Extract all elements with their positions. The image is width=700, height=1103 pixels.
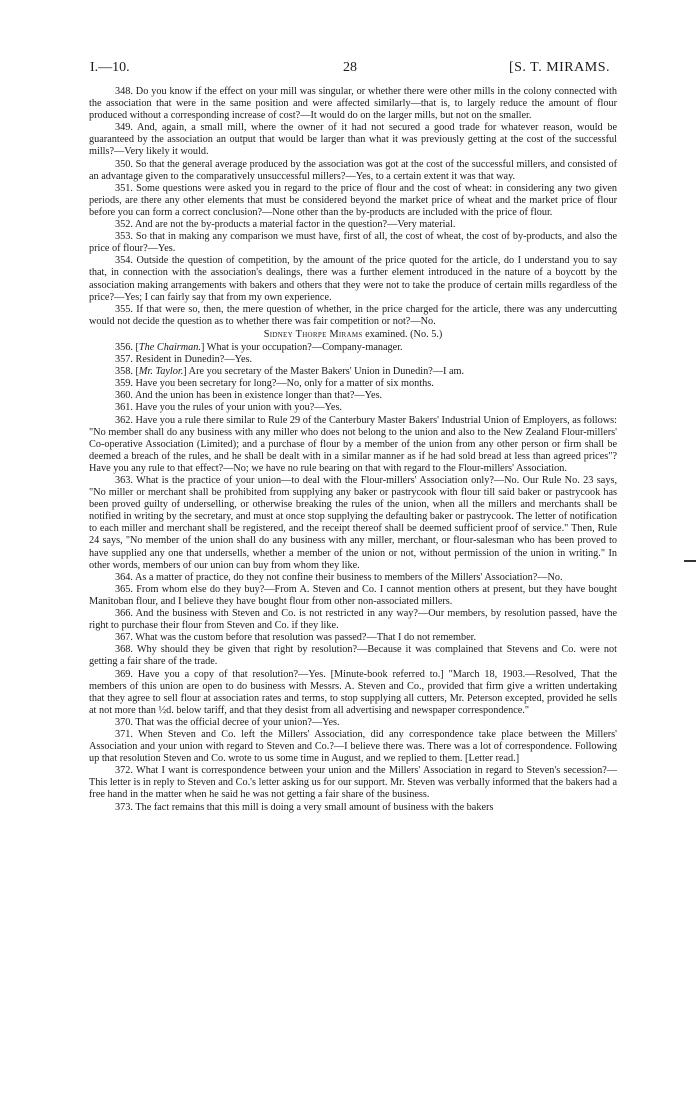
witness-name: [S. T. MIRAMS. [508,60,610,75]
question-number: 365. [115,583,137,595]
paragraph-361 [89,402,617,414]
question-number: 364. [115,571,135,583]
paragraph-365 [89,584,617,608]
examination-note: examined. (No. 5.) [362,328,443,340]
paragraph-356 [89,342,617,354]
question-number: 363. [115,475,137,486]
paragraph-371 [89,729,617,765]
question-text: As a matter of practice, do they not confine their business to members of the Millers' Association?—No. [134,571,563,583]
question-text: Have you the rules of your union with you?—Yes. [135,402,342,414]
paragraph-373 [89,802,617,814]
question-number: 357. [115,354,136,366]
page-number: 28 [343,60,357,75]
paragraph-368 [89,644,617,668]
question-text: And the union has been in existence longer than that?—Yes. [134,390,383,402]
question-number: 361. [115,402,136,414]
paragraph-350: 350. So that the general average produced by the association was got at the cost of the successful millers, and consisted of an advantage given to the comparatively unsuccessful millers?—Yes, to a certain extent it was that way. [89,158,617,182]
question-number: 373. [115,801,136,813]
bracket: [ [135,366,139,378]
question-text: ] Are you secretary of the Master Bakers' Union in Dunedin?—I am. [183,366,465,378]
paragraph-354: 354. Outside the question of competition, by the amount of the price quoted for the article, do I understand you to say that, in connection with the association's dealings, there was a further element introduced in the nature of a boycott by the association making arrangements with bakers and others that they were not to take the produce of certain mills regardless of the price?—Yes; I can fairly say that from my own experience. [89,255,617,303]
question-number: 369. [115,668,138,680]
page-body [89,86,617,814]
paragraph-360 [89,390,617,402]
paragraph-369 [89,669,617,717]
paragraph-370 [89,717,617,729]
paragraph-367 [89,632,617,644]
speaker: The Chairman. [138,341,201,353]
document-reference: I.—10. [90,60,130,75]
paragraph-362 [89,415,617,475]
speaker: Mr. Taylor. [138,366,184,378]
paragraph-351: 351. Some questions were asked you in regard to the price of flour and the cost of wheat: in considering any two given periods, are there any other elements that must be considered beyond the market price of wheat and the market price of flour before you can form a correct conclusion?—None other than the by-products are included with the price of flour. [89,182,617,218]
question-number: 358. [115,366,136,378]
question-number: 371. [115,728,139,740]
paragraph-352: 352. And are not the by-products a material factor in the question?—Very material. [115,219,456,231]
paragraph-372 [89,765,617,801]
question-text: Have you a rule there similar to Rule 29 of the Canterbury Master Bakers' Industrial Union of Employers, as follows: "No member shall do any business with any miller who does not belong to the union and also to the New Zealand Flour-millers' Co-operative Association (Limited); and a purchase of flour by a member of the union from any other person or firm shall be deemed a breach of the rules, and he shall be dealt with in a similar manner as if he had sold bread at less than agreed prices"? Have you any rule to that effect?—No; we have no rule bearing on that with regard to the Flour-millers' Association. [89,414,617,474]
witness-full-name: Sidney Thorpe Mirams [263,328,363,340]
question-text: From whom else do they buy?—From A. Steven and Co. I cannot mention others at present, but they have bought Manitoban flour, and I believe they have bought flour from other non-associated millers. [89,583,617,607]
question-number: 360. [115,390,135,402]
bracket: [ [135,341,139,353]
question-text: Have you been secretary for long?—No, only for a matter of six months. [135,378,434,390]
question-text: Resident in Dunedin?—Yes. [135,354,253,366]
examination-heading [89,329,617,341]
question-text: What was the custom before that resolution was passed?—That I do not remember. [135,632,477,644]
question-text: What I want is correspondence between your union and the Millers' Association in regard to Steven's secession?—This letter is in reply to Steven and Co.'s letter asking us for our support. Mr. Steven was verbally informed that the bakers had a free hand in the matter when he said he was not getting a fair share of the business. [89,765,617,801]
question-number: 366. [115,608,136,620]
question-number: 372. [115,765,137,777]
question-number: 370. [115,716,136,728]
question-number: 362. [115,414,136,426]
margin-dash-mark [684,560,696,562]
question-text: Have you a copy of that resolution?—Yes. [Minute-book referred to.] "March 18, 1903.—Resolved, That the members of this union are open to do business with Messrs. A. Steven and Co., provided that firm give a written undertaking that they agree to sell flour at association rates and terms, to stop supplying all cutters, Mr. Peterson excepted, provided he sells at not more than ½d. below tariff, and that they desist from all advertising and newspaper correspondence." [89,668,618,716]
question-text: When Steven and Co. left the Millers' Association, did any correspondence take place between the Millers' Association and your union with regard to Steven and Co.?—I believe there was. There was a lot of correspondence. Following up that resolution Steven and Co. wrote to us some time in August, and we replied to them. [Letter read.] [89,728,617,765]
paragraph-366 [89,608,617,632]
paragraph-363 [89,475,617,572]
question-text: ] What is your occupation?—Company-manager. [201,341,403,353]
paragraph-353: 353. So that in making any comparison we must have, first of all, the cost of wheat, the cost of by-products, and also the price of flour?—Yes. [89,231,617,255]
paragraph-364 [89,572,617,584]
paragraph-359 [89,378,617,390]
question-number: 367. [115,632,136,644]
question-text: The fact remains that this mill is doing a very small amount of business with the bakers [135,801,494,813]
question-text: And the business with Steven and Co. is not restricted in any way?—Our members, by resolution passed, have the right to purchase their flour from Steven and Co. if they like. [89,608,618,632]
question-text: That was the official decree of your union?—Yes. [135,716,340,728]
paragraph-348: 348. Do you know if the effect on your mill was singular, or whether there were other mills in the colony connected with the association that were in the same position and were affected similarly—that is, to largely reduce the amount of flour produced without a corresponding increase of cost?—It would do on the larger mills, but not on the smaller. [89,86,617,122]
paragraph-355: 355. If that were so, then, the mere question of whether, in the price charged for the article, there was any undercutting would not decide the question as to whether there was fair competition or not?—No. [89,303,617,327]
question-number: 359. [115,378,136,390]
question-text: Why should they be given that right by resolution?—Because it was complained that Stevens and Co. were not getting a fair share of the trade. [89,644,617,668]
question-text: What is the practice of your union—to deal with the Flour-millers' Association only?—No. Our Rule No. 23 says, "No miller or merchant shall be prohibited from supplying any baker or pastrycook with flour till said baker or pastrycook has been proved guilty of underselling, or otherwise breaking the rules of the union, when all the millers and merchants shall be notified in writing by the secretary, and must at once stop supplying the defaulting baker or pastrycook. The letter of notification to each miller and merchant shall be registered, and the receipt thereof shall be deemed sufficient proof of service." Then, Rule 24 says, "No member of the union shall do any business with any miller, merchant, or flour-salesman who has been proved to have supplied any one that undersells, whether a member of the union or not, without permission of the union in writing." In other words, members of our union can buy from whom they like. [89,475,618,571]
paragraph-357 [89,354,617,366]
paragraph-358 [89,366,617,378]
paragraph-349: 349. And, again, a small mill, where the owner of it had not secured a good trade for whatever reason, would be guaranteed by the association an output that would be larger than what it was previously getting at the cost of the successful mills?—Very likely it would. [89,122,617,158]
question-number: 356. [115,341,136,353]
page-header [90,60,610,80]
question-number: 368. [115,644,137,656]
